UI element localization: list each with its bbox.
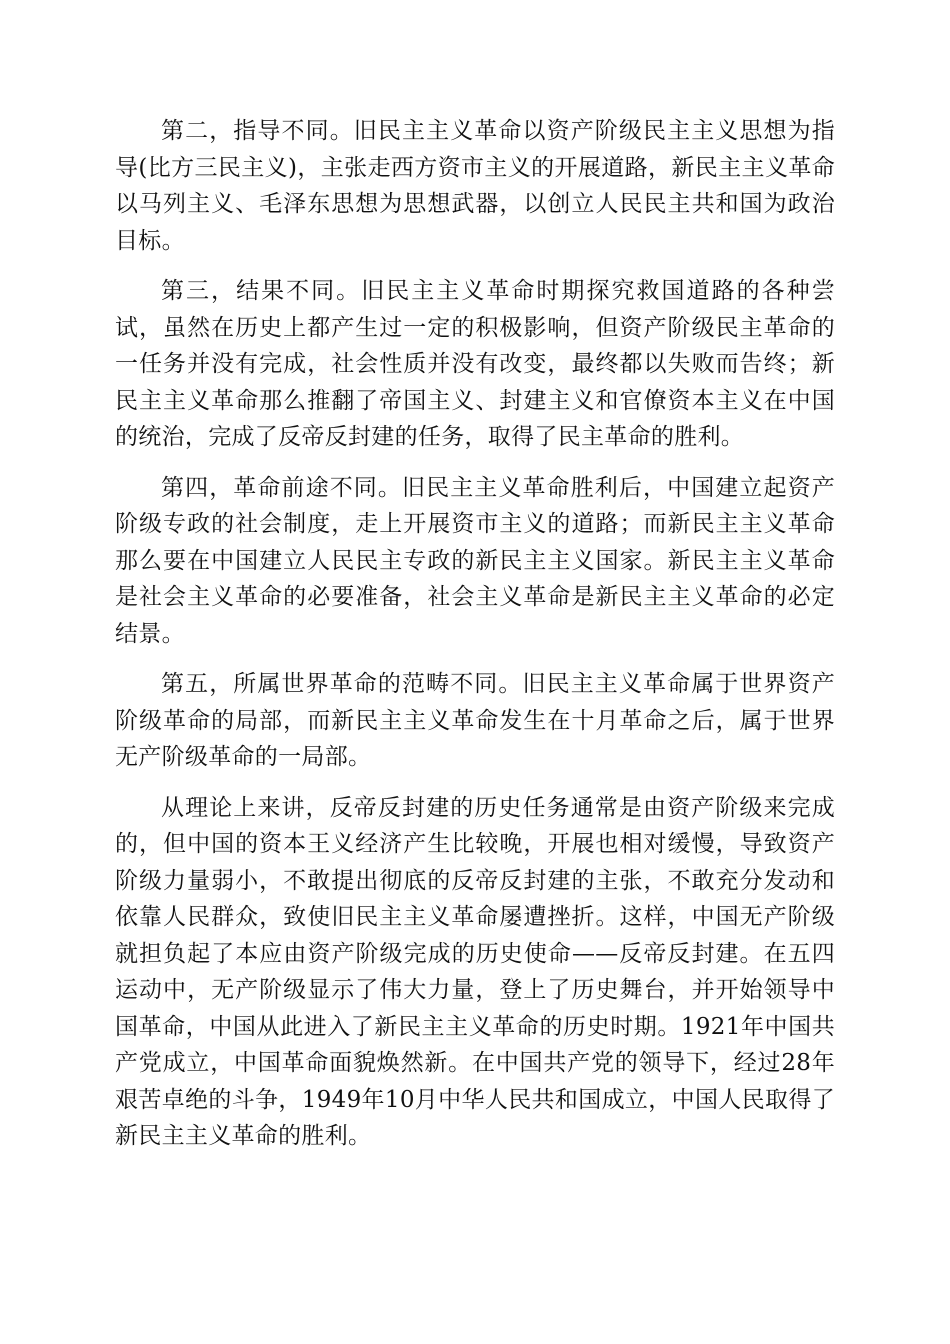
document-body	[115, 113, 835, 1169]
paragraph-theory: 从理论上来讲，反帝反封建的历史任务通常是由资产阶级来完成的，但中国的资本王义经济产生比较晚，开展也相对缓慢，导致资产阶级力量弱小，不敢提出彻底的反帝反封建的主张，不敢充分发动和依靠人民群众，致使旧民主主义革命屡遭挫折。这样，中国无产阶级就担负起了本应由资产阶级完成的历史使命——反帝反封建。在五四运动中，无产阶级显示了伟大力量，登上了历史舞台，并开始领导中国革命，中国从此进入了新民主主义革命的历史时期。1921年中国共产党成立，中国革命面貌焕然新。在中国共产党的领导下，经过28年艰苦卓绝的斗争，1949年10月中华人民共和国成立，中国人民取得了新民主主义革命的胜利。	[115, 794, 835, 1149]
paragraph-prospects: 第四，革命前途不同。旧民主主义革命胜利后，中国建立起资产阶级专政的社会制度，走上开展资市主义的道路；而新民主主义革命那么要在中国建立人民民主专政的新民主主义国家。新民主主义革命是社会主义革命的必要准备，社会主义革命是新民主主义革命的必定结景。	[115, 474, 835, 647]
paragraph-results: 第三，结果不同。旧民主主义革命时期探究救国道路的各种尝试，虽然在历史上都产生过一定的积极影响，但资产阶级民主革命的一任务并没有完成，社会性质并没有改变，最终都以失败而告终；新民主主义革命那么推翻了帝国主义、封建主义和官僚资本主义在中国的统治，完成了反帝反封建的任务，取得了民主革命的胜利。	[115, 278, 835, 450]
paragraph-world-revolution: 第五，所属世界革命的范畴不同。旧民主主义革命属于世界资产阶级革命的局部，而新民主主义革命发生在十月革命之后，属于世界无产阶级革命的一局部。	[115, 671, 835, 770]
paragraph-guidance: 第二，指导不同。旧民主主义革命以资产阶级民主主义思想为指导(比方三民主义)，主张走西方资市主义的开展道路，新民主主义革命以马列主义、毛泽东思想为思想武器，以创立人民民主共和国为政治目标。	[115, 118, 835, 254]
